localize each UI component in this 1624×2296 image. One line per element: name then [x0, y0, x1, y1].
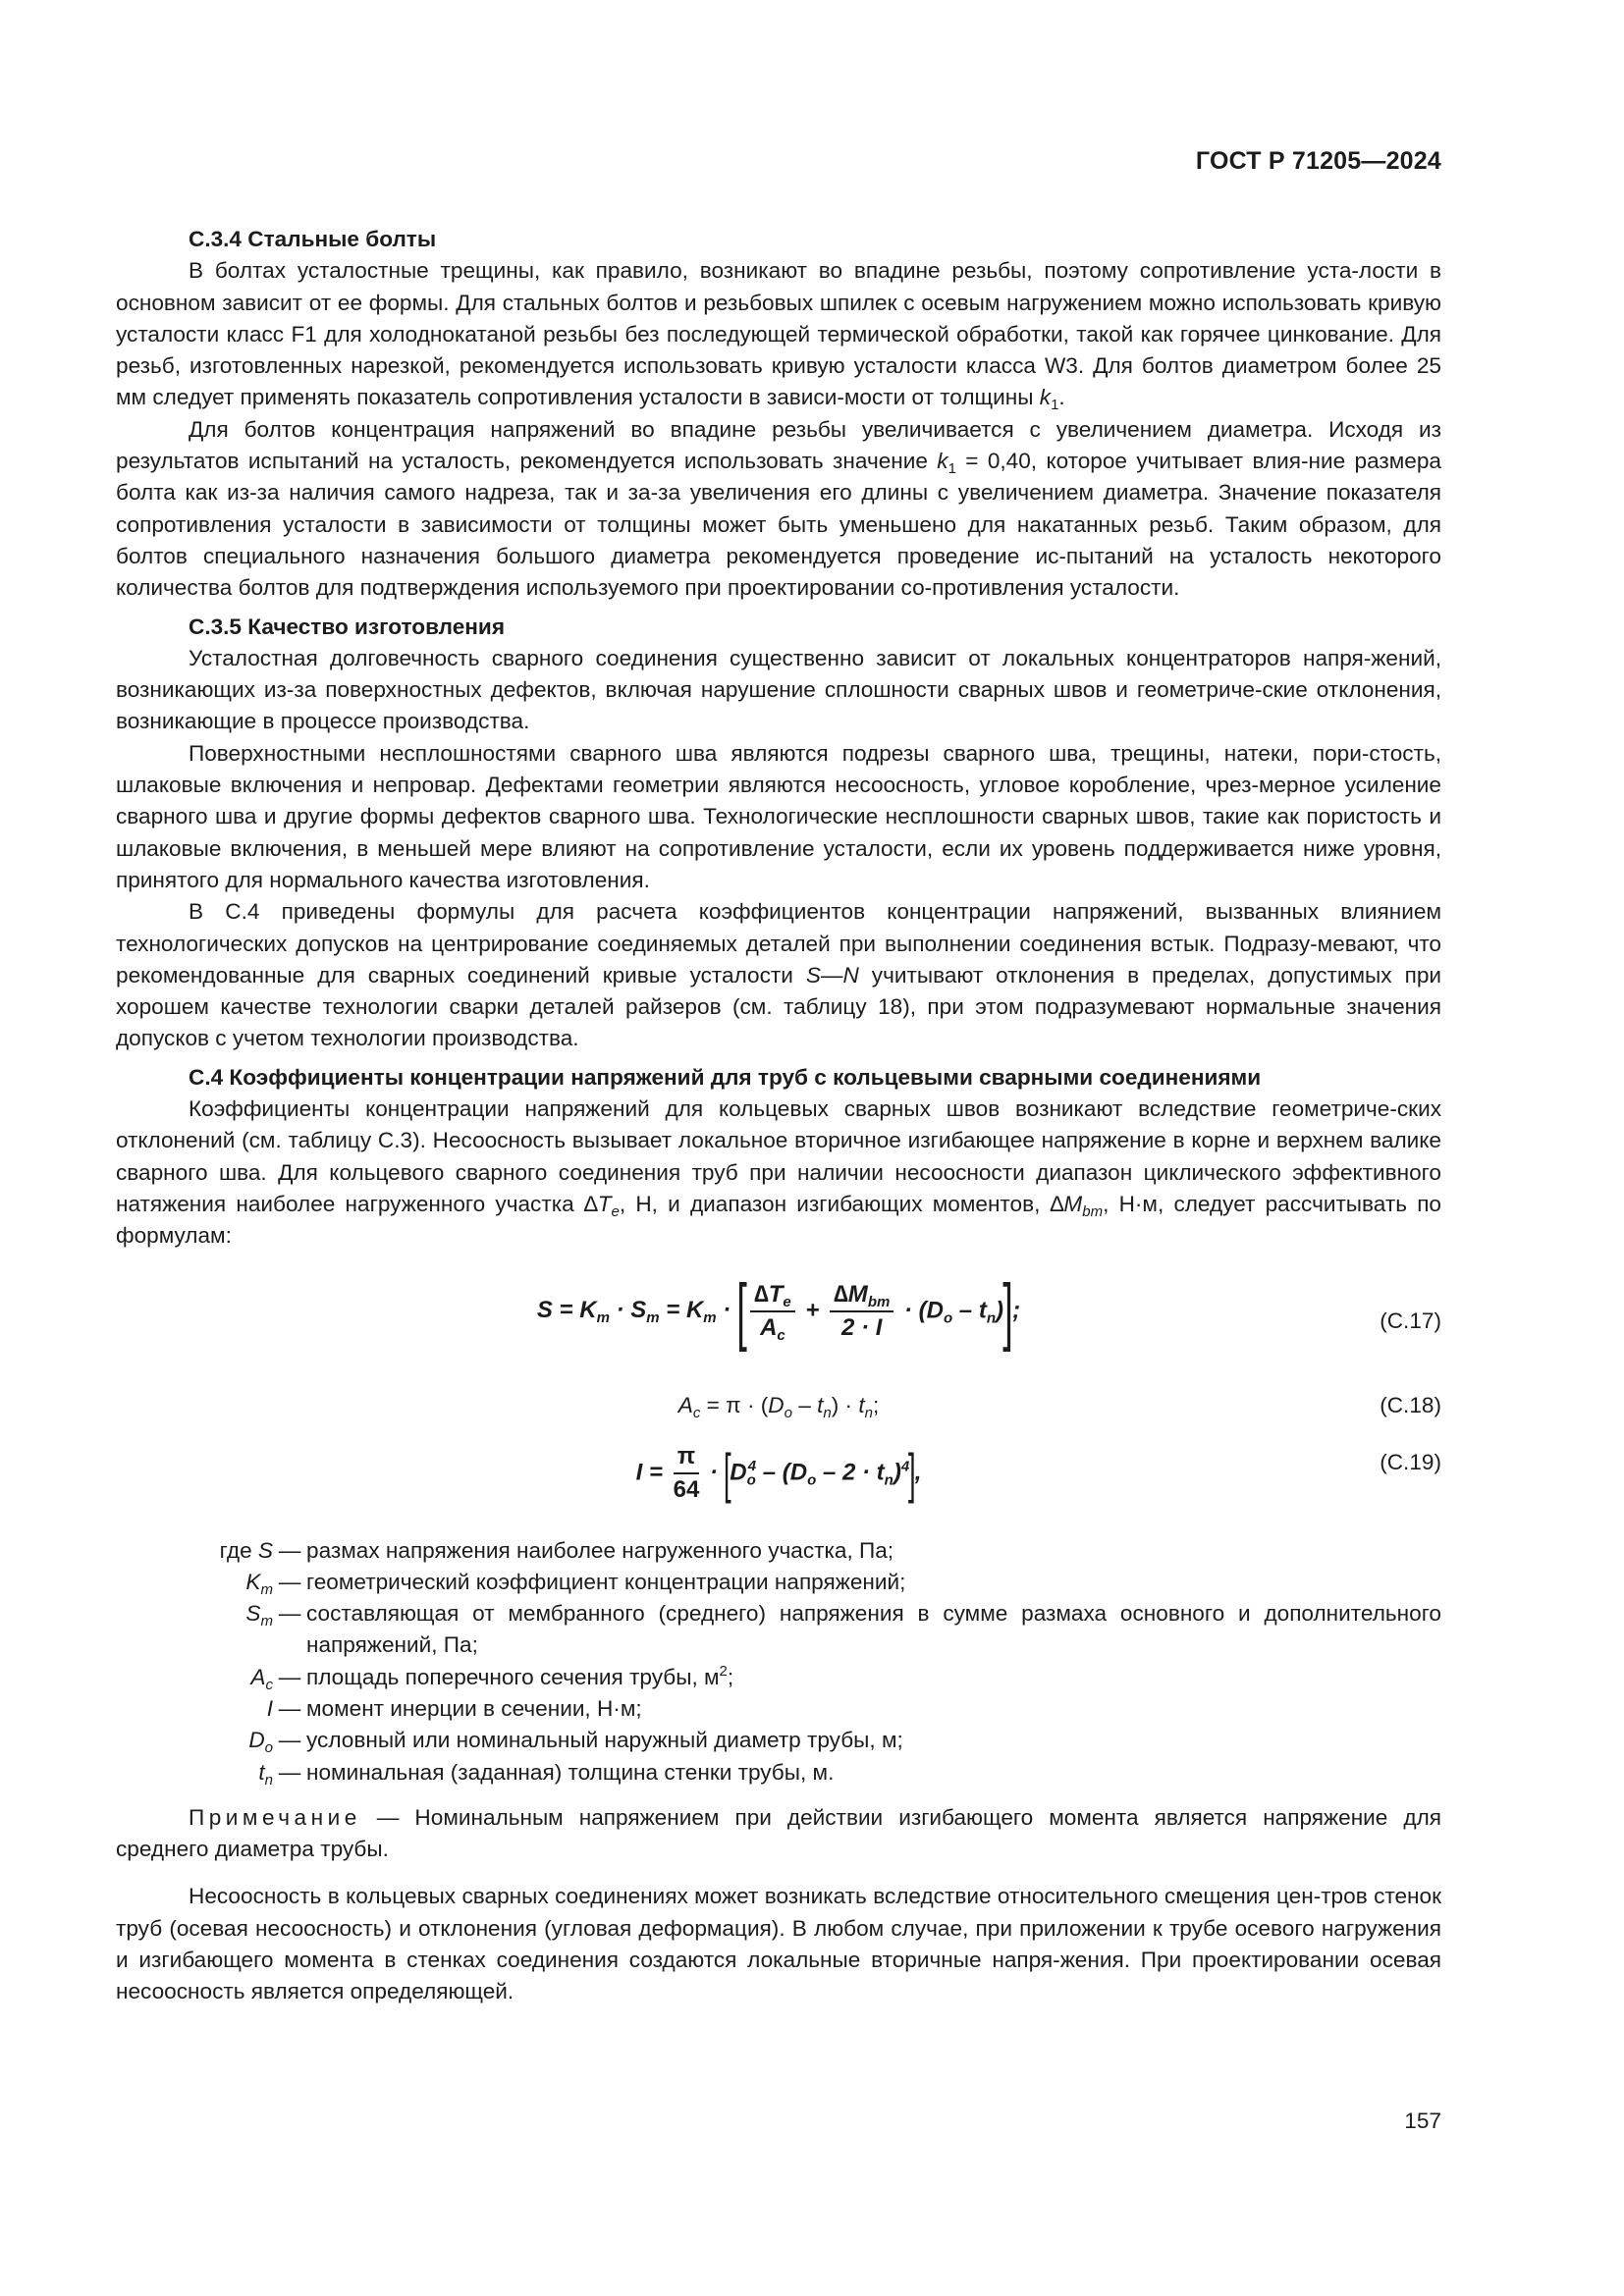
paragraph: Поверхностными несплошностями сварного шва являются подрезы сварного шва, трещины, натеки, пори-стость, шлаковые включения и непровар. Дефектами геометрии являются несоосность, угловое коробление, чрез-мерное усиление сварного шва и другие формы дефектов сварного шва. Технологические несплошности сварных швов, такие как пористость и шлаковые включения, в меньшей мере влияют на сопротивление усталости, если их уровень поддерживается ниже уровня, принятого для нормального качества изготовления.: [116, 740, 1441, 892]
definition-row: $D_o$ — условный или номинальный наружный диаметр трубы, м;: [248, 1728, 903, 1757]
section-c35-title: С.3.5 Качество изготовления: [189, 614, 506, 639]
paragraph: Несоосность в кольцевых сварных соединениях может возникать вследствие относительного смещения цен-тров стенок труб (осевая несоосность) и отклонения (угловая деформация). В любом случае, при приложении к трубе осевого нагружения и изгибающего момента в стенках соединения создаются локальные вторичные напря-жения. При проектировании осевая несоосность является определяющей.: [116, 1884, 1441, 2004]
paragraph: В С.4 приведены формулы для расчета коэффициентов концентрации напряжений, вызванных влиянием технологических допусков на центрирование соединяемых деталей при выполнении соединения встык. Подразу-мевают, что рекомендованные для сварных соединений кривые усталости S—N учитывают отклонения в пределах, допустимых при хорошем качестве технологии сварки деталей райзеров (см. таблицу 18), при этом подразумевают нормальные значения допусков с учетом технологии производства.: [116, 899, 1442, 1051]
paragraph: Коэффициенты концентрации напряжений для кольцевых сварных швов возникают вследствие геометриче-ских отклонений (см. таблицу С.3). Несоосность вызывает локальное вторичное изгибающее напряжение в корне и верхнем валике сварного шва. Для кольцевого сварного соединения труб при наличии несоосности диапазон циклического эффективного натяжения наиболее нагруженного участка $\Delta T_e$, Н, и диапазон изгибающих моментов, $\Delta M_{bm}$, Н·м, следует рассчитывать по формулам:: [116, 1096, 1441, 1249]
formula-c19: [116, 1443, 1441, 1533]
formula-c18-expression: $A_c = \pi \cdot (D_o - t_n) \cdot t_n$;: [677, 1392, 880, 1421]
page-number: 157: [1404, 2109, 1441, 2133]
paragraph: Для болтов концентрация напряжений во впадине резьбы увеличивается с увеличением диаметра. Исходя из результатов испытаний на усталость, рекомендуется использовать значение $k_1 = 0,40$, которое учитывает влия-ние размера болта как из-за наличия самого надреза, так и за-за увеличения его длины с увеличением диаметра. Значение показателя сопротивления усталости в зависимости от толщины может быть уменьшено для накатанных резьб. Таким образом, для болтов специального назначения большого диаметра рекомендуется проведение ис-пытаний на усталость некоторого количества болтов для подтверждения используемого при проектировании со-противления усталости.: [116, 416, 1441, 601]
formula-c17-expression: $S = K_m \cdot S_m = K_m$ · [ $\frac{\Delta T_e}{A_c}$ + $\frac{\Delta M_{bm}}{2 \cdot I}$ · $(D_o - t_n)$];: [536, 1268, 1021, 1353]
definition-row: $S_m$ — составляющая от мембранного (среднего) напряжения в сумме размаха основного и дополнительного напряжений, Па;: [245, 1601, 1441, 1658]
definition-row: $K_m$ — геометрический коэффициент концентрации напряжений;: [245, 1569, 906, 1598]
document-header: ГОСТ Р 71205—2024: [1195, 147, 1441, 175]
variable-definitions: [116, 1535, 1441, 1789]
definition-row: I — момент инерции в сечении, Н·м;: [266, 1695, 642, 1721]
section-c34-title: С.3.4 Стальные болты: [189, 227, 437, 251]
formula-c18-number: (С.18): [1380, 1392, 1441, 1417]
main-text: [116, 224, 1441, 2008]
note: Примечание — Номинальным напряжением при действии изгибающего момента является напряжение для среднего диаметра трубы.: [116, 1804, 1441, 1862]
section-c4-title: С.4 Коэффициенты концентрации напряжений для труб с кольцевыми сварными соединениями: [189, 1064, 1262, 1090]
formula-c17-number: (С.17): [1380, 1308, 1441, 1333]
note-label: Примечание: [189, 1804, 361, 1830]
definition-row: $A_c$ — площадь поперечного сечения трубы, $м^2$;: [250, 1662, 734, 1693]
paragraph: В болтах усталостные трещины, как правило, возникают во впадине резьбы, поэтому сопротивление уста-лости в основном зависит от ее формы. Для стальных болтов и резьбовых шпилек с осевым нагружением можно использовать кривую усталости класс F1 для холоднокатаной резьбы без последующей термической обработки, такой как горячее цинкование. Для резьб, изготовленных нарезкой, рекомендуется использовать кривую усталости класса W3. Для болтов диаметром более 25 мм следует применять показатель сопротивления усталости в зависи-мости от толщины $k_1$.: [116, 258, 1441, 414]
definition-row: где S — размах напряжения наиболее нагруженного участка, Па;: [219, 1537, 894, 1563]
formula-c17: [116, 1270, 1441, 1376]
paragraph: Усталостная долговечность сварного соединения существенно зависит от локальных концентраторов напря-жений, возникающих из-за поверхностных дефектов, включая нарушение сплошности сварных швов и геометриче-ские отклонения, возникающие в процессе производства.: [116, 645, 1441, 734]
formula-c18: [116, 1390, 1441, 1439]
definition-row: $t_n$ — номинальная (заданная) толщина стенки трубы, м.: [258, 1759, 835, 1789]
formula-c19-expression: I = $\frac{\pi}{64}$ · $[D_o^4 - (D_o - 2 \cdot t_n)^4]$,: [635, 1441, 922, 1504]
formula-c19-number: (С.19): [1380, 1449, 1441, 1474]
